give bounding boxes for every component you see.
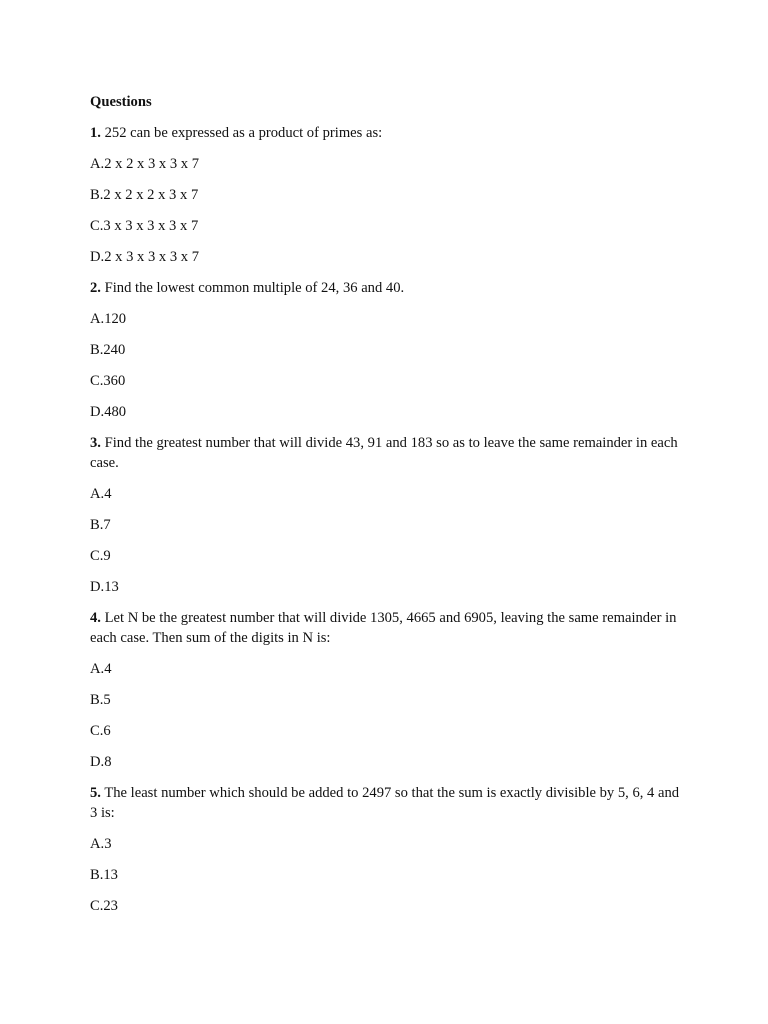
question-body: Let N be the greatest number that will divide 1305, 4665 and 6905, leaving the same remainder in each case. Then sum of the digits in N is: <box>90 610 677 646</box>
option-c: C.360 <box>90 373 126 389</box>
question-text <box>90 608 680 648</box>
option-a: A.120 <box>90 311 127 327</box>
question-text <box>90 278 680 298</box>
question-text <box>90 433 680 473</box>
option-c: C.3 x 3 x 3 x 3 x 7 <box>90 218 199 234</box>
option-d: D.8 <box>90 754 112 770</box>
question-number: 4. <box>90 610 101 626</box>
question-block-2 <box>90 278 680 422</box>
option-b: B.13 <box>90 867 118 883</box>
option-b: B.240 <box>90 342 126 358</box>
option-b: B.7 <box>90 517 111 533</box>
option-a: A.2 x 2 x 3 x 3 x 7 <box>90 156 200 172</box>
option-a: A.3 <box>90 836 112 852</box>
question-body: The least number which should be added to 2497 so that the sum is exactly divisible by 5, 6, 4 and 3 is: <box>90 785 680 821</box>
question-block-1 <box>90 123 680 267</box>
option-d: D.480 <box>90 404 127 420</box>
question-block-5 <box>90 783 680 916</box>
question-number: 3. <box>90 435 101 451</box>
question-text <box>90 783 680 823</box>
question-body: 252 can be expressed as a product of primes as: <box>100 125 383 141</box>
question-number: 5. <box>90 785 101 801</box>
option-b: B.2 x 2 x 2 x 3 x 7 <box>90 187 199 203</box>
question-number: 2. <box>90 280 101 296</box>
option-d: D.13 <box>90 579 119 595</box>
option-a: A.4 <box>90 661 112 677</box>
option-b: B.5 <box>90 692 111 708</box>
option-d: D.2 x 3 x 3 x 3 x 7 <box>90 249 200 265</box>
question-block-4 <box>90 608 680 772</box>
option-a: A.4 <box>90 486 112 502</box>
document-content <box>90 92 680 927</box>
option-c: C.9 <box>90 548 111 564</box>
question-body: Find the lowest common multiple of 24, 36 and 40. <box>100 280 405 296</box>
question-body: Find the greatest number that will divide 43, 91 and 183 so as to leave the same remainder in each case. <box>90 435 678 471</box>
page-title: Questions <box>90 94 152 110</box>
option-c: C.6 <box>90 723 111 739</box>
question-block-3 <box>90 433 680 597</box>
question-number: 1. <box>90 125 101 141</box>
question-text <box>90 123 680 143</box>
option-c: C.23 <box>90 898 118 914</box>
